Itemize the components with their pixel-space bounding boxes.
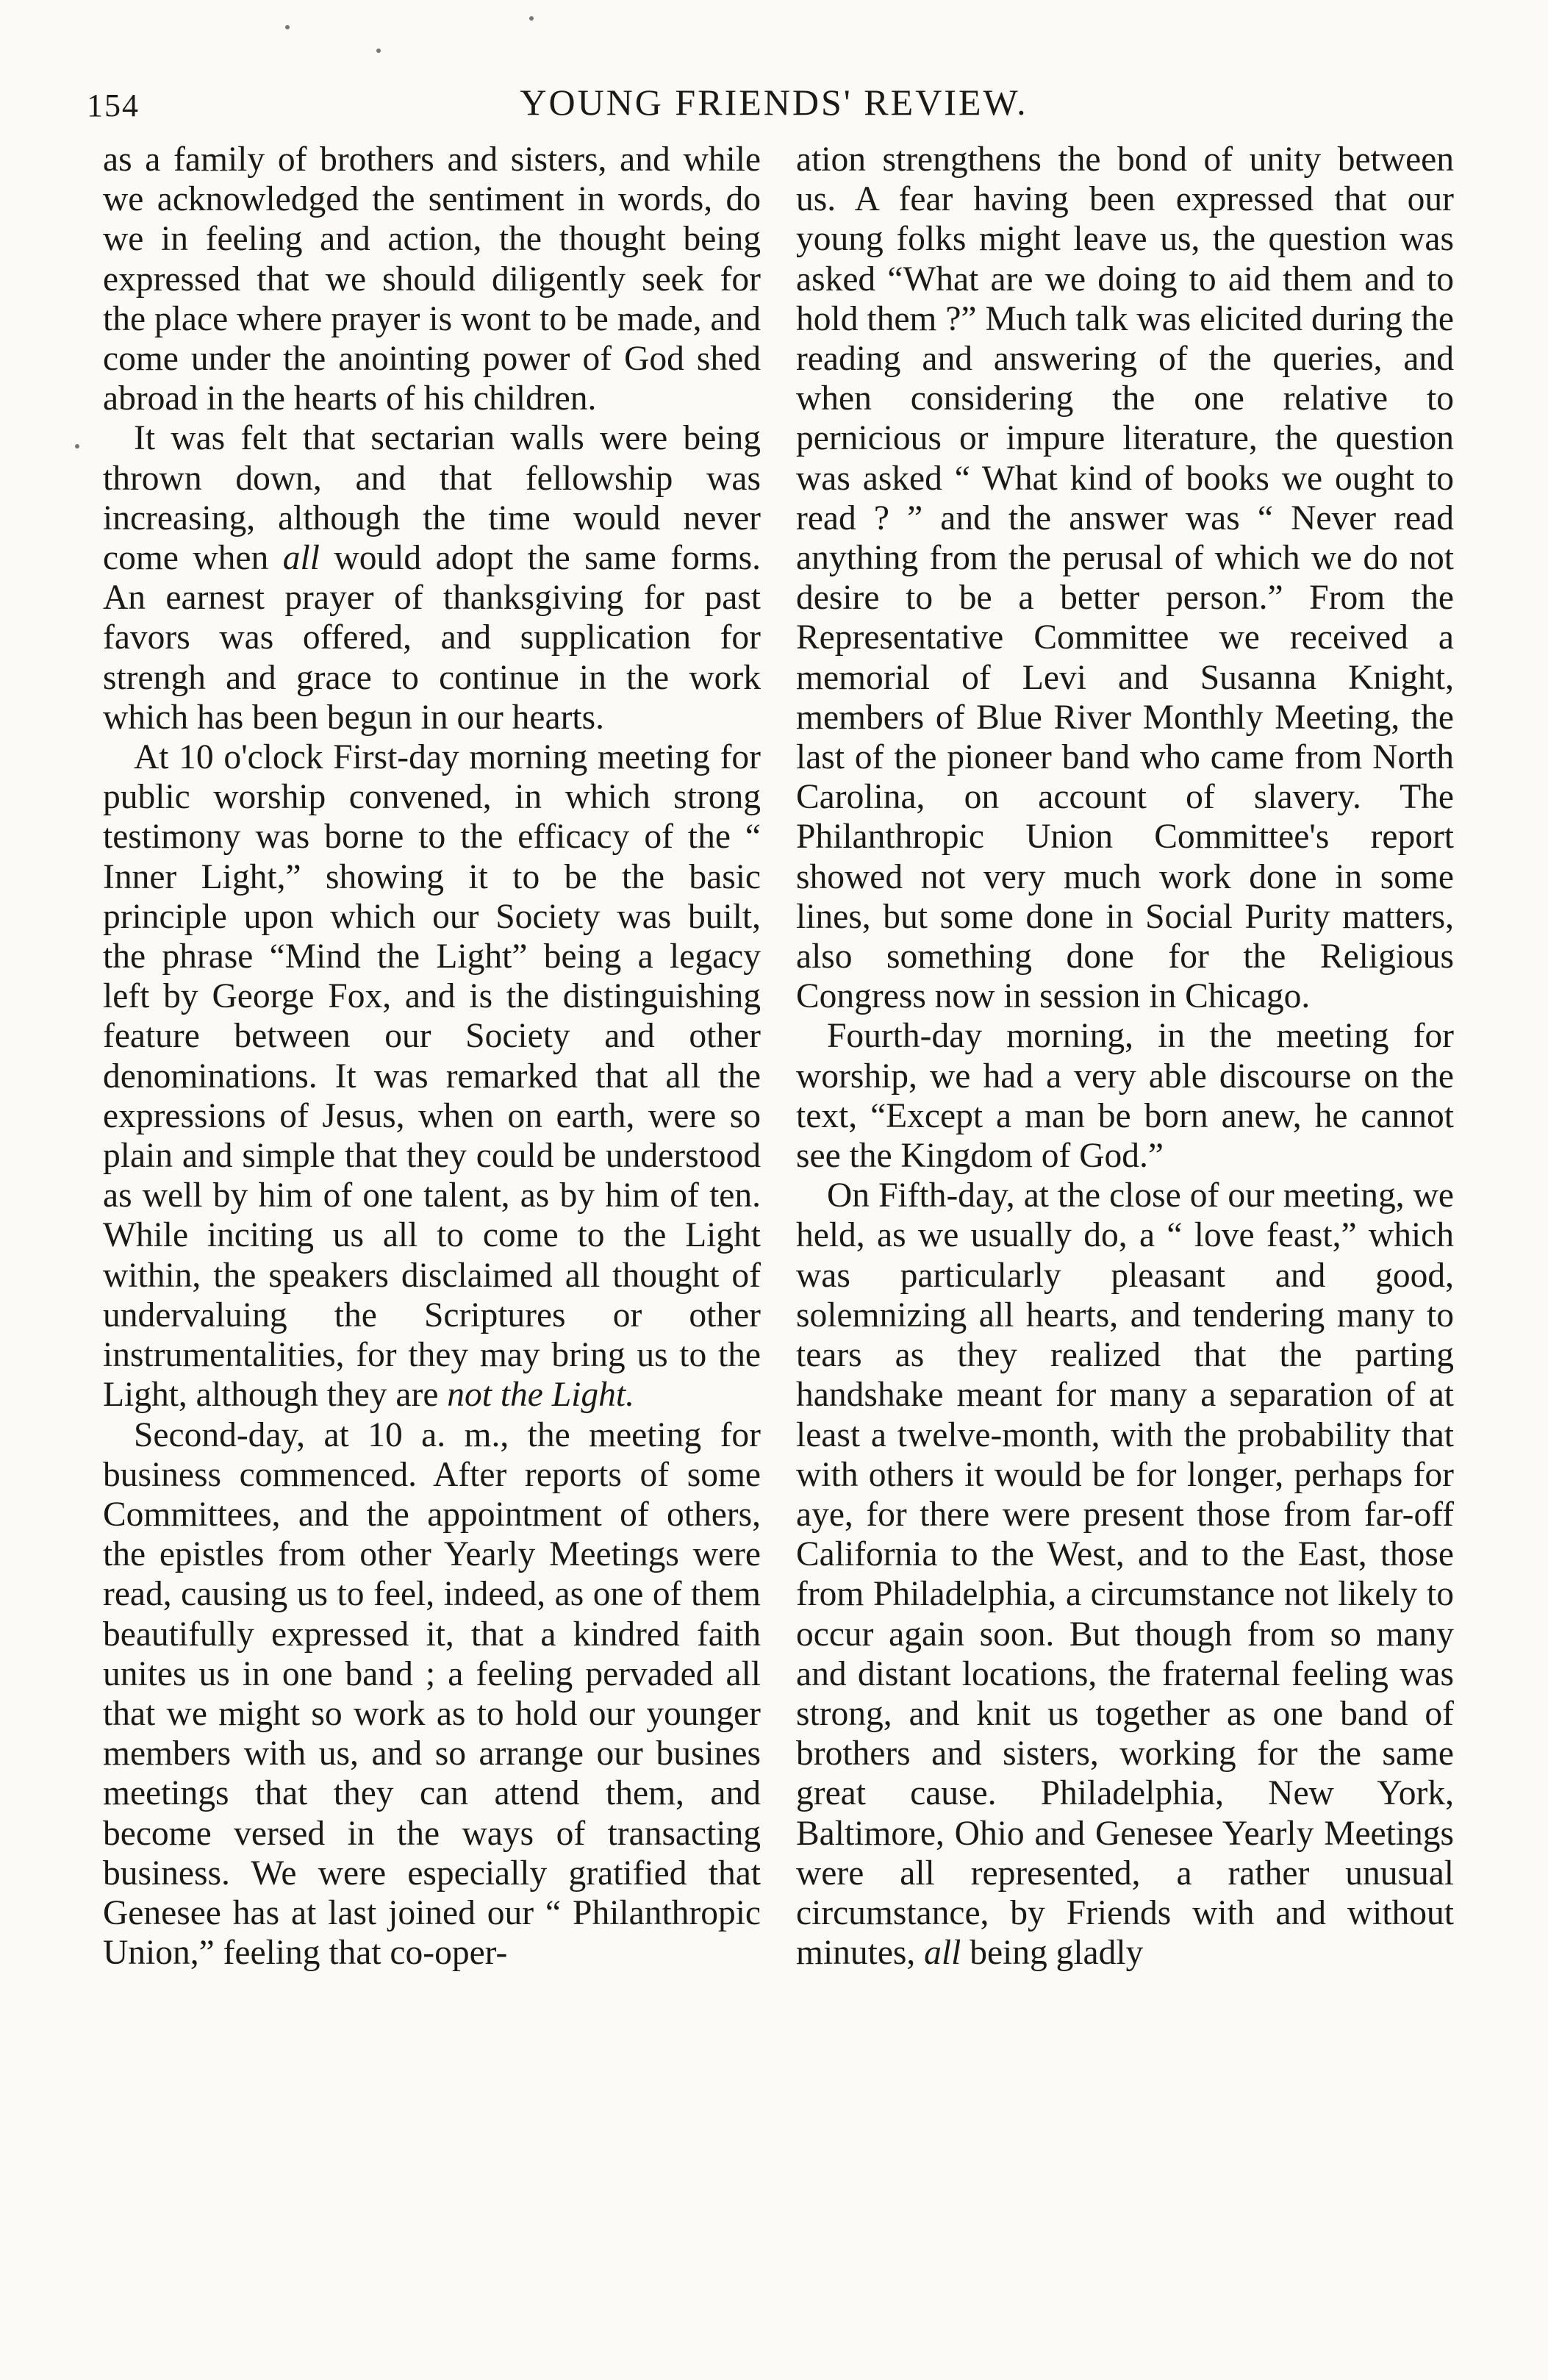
page-header [87, 81, 1461, 140]
scan-speck [75, 444, 79, 449]
paragraph [103, 418, 761, 737]
text-run: At 10 o'clock First-day morning meeting for public worship convened, in which strong testimony was borne to the efficacy of the “ Inner Light,” showing it to be the basic principle upon which our Society was built, the phrase “Mind the Light” being a legacy left by George Fox, and is the distinguishing feature between our Society and other denominations. It was remarked that all the expressions of Jesus, when on earth, were so plain and simple that they could be understood as well by him of one talent, as by him of ten. While inciting us all to come to the Light within, the speakers disclaimed all thought of undervaluing the Scriptures or other instrumentalities, for they may bring us to the Light, although they are [103, 738, 761, 1415]
text-run: being gladly [961, 1934, 1144, 1973]
text-run: would adopt the same forms. An earnest prayer of thanksgiving for past favors was offered, and supplication for strengh and grace to continue in the work which has been begun in our hearts. [103, 539, 761, 737]
paragraph [103, 1415, 761, 1973]
paragraph [796, 1016, 1454, 1176]
text-run: It was felt that sectarian walls were being thrown down, and that fellowship was increasing, although the time would never come when [103, 419, 761, 578]
scan-speck [529, 16, 534, 21]
paragraph [103, 140, 761, 418]
running-title: YOUNG FRIENDS' REVIEW. [520, 82, 1028, 123]
left-column [103, 140, 761, 1973]
paragraph [103, 737, 761, 1415]
italic-text: all [282, 539, 320, 578]
right-column [796, 140, 1454, 1973]
paragraph [796, 140, 1454, 1016]
scan-speck [285, 25, 290, 29]
text-run: Second-day, at 10 a. m., the meeting for business commenced. After reports of some Committees, and the appointment of others, the epistles from other Yearly Meetings were read, causing us to feel, indeed, as one of them beautifully expressed it, that a kindred faith unites us in one band ; a feeling pervaded all that we might so work as to hold our younger members with us, and so arrange our busines meetings that they can attend them, and become versed in the ways of transacting business. We were especially gratified that Genesee has at last joined our “ Philanthropic Union,” feeling that co-oper- [103, 1415, 761, 1973]
paragraph [796, 1176, 1454, 1973]
text-run: ation strengthens the bond of unity between us. A fear having been expressed that our young folks might leave us, the question was asked “What are we doing to aid them and to hold them ?” Much talk was elicited during the reading and answering of the queries, and when considering the one relative to pernicious or impure literature, the question was asked “ What kind of books we ought to read ? ” and the answer was “ Never read anything from the perusal of which we do not desire to be a better person.” From the Representative Committee we received a memorial of Levi and Susanna Knight, members of Blue River Monthly Meeting, the last of the pioneer band who came from North Carolina, on account of slavery. The Philanthropic Union Committee's report showed not very much work done in some lines, but some done in Social Purity matters, also something done for the Religious Congress now in session in Chicago. [796, 140, 1454, 1016]
text-run: Fourth-day morning, in the meeting for worship, we had a very able discourse on the text, “Except a man be born anew, he cannot see the Kingdom of God.” [796, 1017, 1454, 1176]
text-run: On Fifth-day, at the close of our meeting, we held, as we usually do, a “ love feast,” which was particularly pleasant and good, solemnizing all hearts, and tendering many to tears as they realized that the parting handshake meant for many a separation of at least a twelve-month, with the probability that with others it would be for longer, perhaps for aye, for there were present those from far-off California to the West, and to the East, those from Philadelphia, a circumstance not likely to occur again soon. But though from so many and distant locations, the fraternal feeling was strong, and knit us together as one band of brothers and sisters, working for the same great cause. Philadelphia, New York, Baltimore, Ohio and Genesee Yearly Meetings were all represented, a rather unusual circumstance, by Friends with and without minutes, [796, 1176, 1454, 1973]
italic-text: not the Light. [447, 1376, 634, 1415]
italic-text: all [924, 1934, 961, 1973]
scan-speck [376, 49, 381, 53]
text-run: as a family of brothers and sisters, and while we acknowledged the sentiment in words, do we in feeling and action, the thought being expressed that we should diligently seek for the place where prayer is wont to be made, and come under the anointing power of God shed abroad in the hearts of his children. [103, 140, 761, 418]
page-number: 154 [87, 87, 140, 124]
